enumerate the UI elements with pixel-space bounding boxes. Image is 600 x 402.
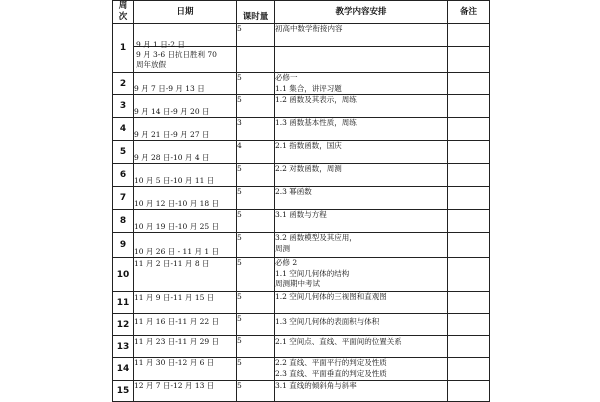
content-line: 1.2 空间几何体的三视图和直观图 xyxy=(275,292,387,301)
note-cell xyxy=(448,118,490,141)
schedule-table xyxy=(112,0,490,402)
content-line: 周测 xyxy=(275,243,290,253)
hours-cell xyxy=(237,233,275,258)
date-cell xyxy=(134,164,237,187)
content-cell xyxy=(275,258,448,292)
content-cell xyxy=(275,314,448,336)
hours-value: 5 xyxy=(237,358,242,367)
hours-value: 5 xyxy=(237,314,242,323)
week-number: 10 xyxy=(113,258,134,292)
hours-value: 5 xyxy=(237,381,242,390)
header-week xyxy=(113,1,134,24)
week-number: 13 xyxy=(113,336,134,358)
hours-cell xyxy=(237,164,275,187)
content-line: 必修 2 xyxy=(275,258,298,267)
date-line: 11 月 23 日-11 月 29 日 xyxy=(134,337,220,346)
hours-value: 5 xyxy=(237,164,242,173)
date-line: 10 月 12 日-10 月 18 日 xyxy=(134,198,220,208)
hours-cell xyxy=(237,358,275,381)
date-line: 12 月 7 日-12 月 13 日 xyxy=(134,381,215,390)
content-line: 必修一 xyxy=(275,73,298,82)
table-row xyxy=(113,95,490,118)
date-line: 9 月 1 日-2 日 xyxy=(136,40,185,49)
hours-cell xyxy=(237,314,275,336)
note-cell xyxy=(448,187,490,210)
content-line: 1.2 函数及其表示，周练 xyxy=(275,95,357,104)
content-cell xyxy=(275,141,448,164)
content-cell xyxy=(275,95,448,118)
hours-value: 5 xyxy=(237,210,242,219)
hours-value: 5 xyxy=(237,24,242,33)
note-cell xyxy=(448,292,490,314)
date-cell xyxy=(134,233,237,258)
content-cell xyxy=(275,381,448,402)
week-number: 5 xyxy=(113,141,134,164)
date-cell xyxy=(134,258,237,292)
week-number: 14 xyxy=(113,358,134,381)
content-cell xyxy=(275,233,448,258)
content-line: 2.2 对数函数，周测 xyxy=(275,164,342,173)
note-cell xyxy=(448,314,490,336)
hours-value: 5 xyxy=(237,258,242,267)
hours-cell xyxy=(237,210,275,233)
content-line: 1.3 空间几何体的表面积与体积 xyxy=(275,317,380,326)
date-cell xyxy=(134,336,237,358)
date-line: 11 月 9 日-11 月 15 日 xyxy=(134,293,215,302)
hours-cell xyxy=(237,95,275,118)
date-line: 11 月 30 日-12 月 6 日 xyxy=(134,358,215,367)
note-cell xyxy=(448,95,490,118)
week-number: 6 xyxy=(113,164,134,187)
header-row xyxy=(113,1,490,24)
hours-cell xyxy=(237,141,275,164)
table-row xyxy=(113,73,490,95)
hours-cell xyxy=(237,118,275,141)
hours-cell xyxy=(237,187,275,210)
date-line: 10 月 19 日-10 月 25 日 xyxy=(134,221,220,231)
date-cell xyxy=(134,141,237,164)
content-line: 1.3 函数基本性质，周练 xyxy=(275,118,357,127)
date-cell xyxy=(134,187,237,210)
hours-cell xyxy=(237,336,275,358)
date-line: 10 月 5 日-10 月 11 日 xyxy=(134,175,215,185)
note-cell xyxy=(448,258,490,292)
note-cell xyxy=(448,164,490,187)
hours-value: 3 xyxy=(237,118,242,127)
header-hours: 课时量 xyxy=(237,1,275,24)
header-date: 日期 xyxy=(134,1,237,24)
note-cell xyxy=(448,358,490,381)
date-cell xyxy=(134,118,237,141)
date-cell xyxy=(134,95,237,118)
date-line: 9 月 7 日-9 月 13 日 xyxy=(134,83,205,93)
week-number: 3 xyxy=(113,95,134,118)
content-cell xyxy=(275,292,448,314)
table-row xyxy=(113,381,490,402)
content-cell xyxy=(275,187,448,210)
note-cell xyxy=(448,381,490,402)
hours-cell xyxy=(237,258,275,292)
content-line: 2.2 直线、平面平行的判定及性质 xyxy=(275,358,387,367)
table-row xyxy=(113,141,490,164)
table-row xyxy=(113,24,490,73)
week-number: 1 xyxy=(113,24,134,73)
date-cell xyxy=(134,314,237,336)
hours-cell xyxy=(237,24,275,73)
header-content: 教学内容安排 xyxy=(275,1,448,24)
week-number: 12 xyxy=(113,314,134,336)
table-row xyxy=(113,118,490,141)
week-number: 9 xyxy=(113,233,134,258)
table-row xyxy=(113,210,490,233)
date-cell xyxy=(134,24,237,73)
header-note: 备注 xyxy=(448,1,490,24)
week-number: 15 xyxy=(113,381,134,402)
content-cell xyxy=(275,24,448,73)
note-cell xyxy=(448,24,490,73)
note-cell xyxy=(448,336,490,358)
date-line: 9 月 21 日-9 月 27 日 xyxy=(134,129,210,139)
content-cell xyxy=(275,164,448,187)
content-cell xyxy=(275,336,448,358)
content-line: 2.1 指数函数，国庆 xyxy=(275,141,342,150)
content-cell xyxy=(275,358,448,381)
hours-value: 4 xyxy=(237,141,242,150)
date-line: 9 月 3-6 日抗日胜利 70 xyxy=(136,50,217,59)
note-cell xyxy=(448,73,490,95)
date-line: 周年放假 xyxy=(136,60,166,69)
date-line: 10 月 26 日 - 11 月 1 日 xyxy=(134,246,220,256)
date-line: 11 月 16 日-11 月 22 日 xyxy=(134,317,220,326)
content-cell xyxy=(275,210,448,233)
content-line: 2.3 幂函数 xyxy=(275,187,312,196)
hours-cell xyxy=(237,292,275,314)
hours-value: 5 xyxy=(237,95,242,104)
note-cell xyxy=(448,141,490,164)
content-line: 3.2 函数模型及其应用， xyxy=(275,233,357,242)
content-line: 2.3 直线、平面垂直的判定及性质 xyxy=(275,368,387,378)
table-row xyxy=(113,314,490,336)
table-row xyxy=(113,258,490,292)
note-cell xyxy=(448,233,490,258)
hours-value: 5 xyxy=(237,73,242,82)
date-line: 9 月 14 日-9 月 20 日 xyxy=(134,106,210,116)
content-line: 初高中数学衔接内容 xyxy=(275,24,343,33)
table-row xyxy=(113,164,490,187)
hours-cell xyxy=(237,73,275,95)
note-cell xyxy=(448,210,490,233)
hours-value: 5 xyxy=(237,336,242,345)
content-line: 3.1 函数与方程 xyxy=(275,210,327,219)
week-number: 11 xyxy=(113,292,134,314)
hours-value: 5 xyxy=(237,233,242,242)
date-cell xyxy=(134,73,237,95)
table-row xyxy=(113,292,490,314)
table-row xyxy=(113,358,490,381)
table-row xyxy=(113,187,490,210)
hours-value: 5 xyxy=(237,292,242,301)
table-row xyxy=(113,336,490,358)
content-line: 1.1 空间几何体的结构 xyxy=(275,268,350,278)
header-week-line2: 次 xyxy=(118,12,128,22)
week-number: 8 xyxy=(113,210,134,233)
content-line: 2.1 空间点、直线、平面间的位置关系 xyxy=(275,337,402,346)
week-number: 7 xyxy=(113,187,134,210)
date-cell xyxy=(134,358,237,381)
content-line: 周测期中考试 xyxy=(275,279,320,288)
date-line: 11 月 2 日-11 月 8 日 xyxy=(134,259,210,268)
content-line: 1.1 集合，讲评习题 xyxy=(275,83,342,93)
date-line: 9 月 28 日-10 月 4 日 xyxy=(134,152,210,162)
content-cell xyxy=(275,73,448,95)
content-line: 3.1 直线的倾斜角与斜率 xyxy=(275,381,357,390)
content-cell xyxy=(275,118,448,141)
hours-cell xyxy=(237,381,275,402)
table-row xyxy=(113,233,490,258)
header-week-line1: 周 xyxy=(118,1,128,11)
week-number: 2 xyxy=(113,73,134,95)
date-cell xyxy=(134,381,237,402)
hours-value: 5 xyxy=(237,187,242,196)
date-cell xyxy=(134,210,237,233)
week-number: 4 xyxy=(113,118,134,141)
date-cell xyxy=(134,292,237,314)
